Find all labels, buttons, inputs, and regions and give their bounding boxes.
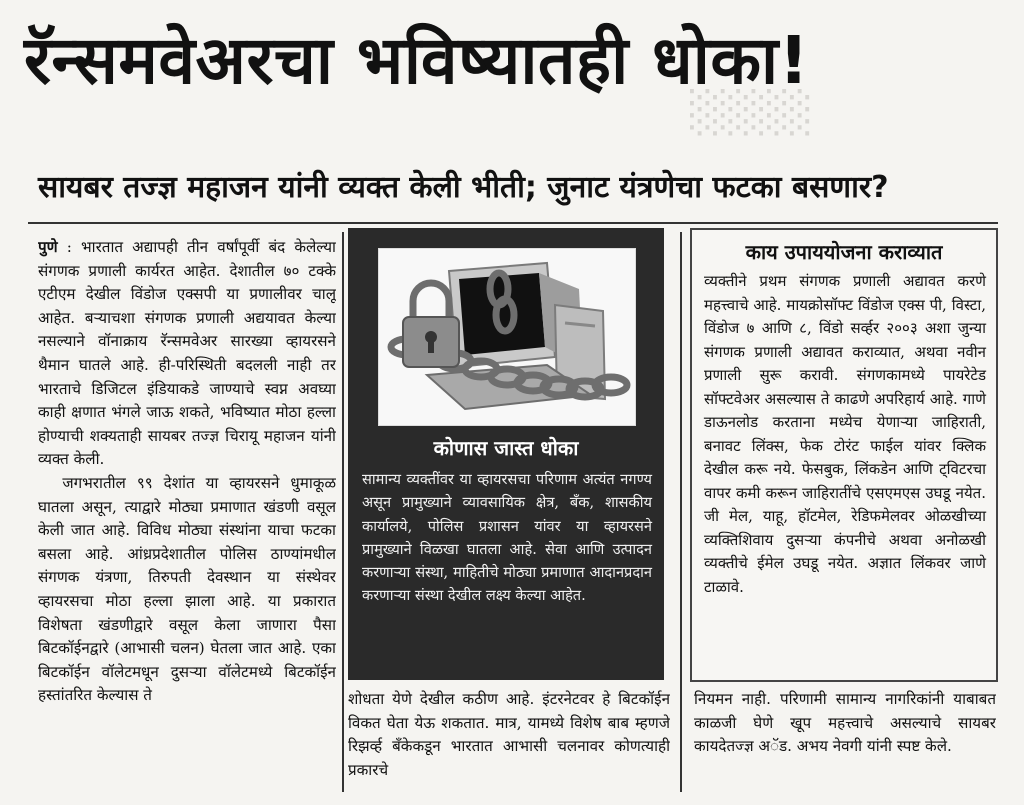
measures-sidebar <box>690 228 998 682</box>
bleed-through-text: ░░░░ <box>690 90 814 136</box>
column-1 <box>38 236 336 791</box>
paragraph-2: जगभरातील ९९ देशांत या व्हायरसने धुमाकूळ घातला असून, त्याद्वारे मोठ्या प्रमाणात खंडणी वसूल केली जात आहे. विविध मोठ्या संस्थांना याचा फटका बसला आहे. आंध्रप्रदेशातील पोलिस ठाण्यांमधील संगणक यंत्रणा, तिरुपती देवस्थान या संस्थेवर व्हायरसचा मोठा हल्ला झाला आहे. या प्रकारात विशेषता खंडणीद्वारे वसूल केला जाणारा पैसा बिटकॉईनद्वारे (आभासी चलन) घेतला जात आहे. एका बिटकॉईन वॉलेटमधून दुसऱ्या वॉलेटमध्ये बिटकॉईन हस्तांतरित केल्यास ते <box>38 473 336 705</box>
paragraph-1 <box>38 236 336 472</box>
column-3-continued: नियमन नाही. परिणामी सामान्य नागरिकांनी याबाबत काळजी घेणे खूप महत्त्वाचे असल्याचे सायबर कायदेतज्ज्ञ अॅड. अभय नेवगी यांनी स्पष्ट केले. <box>694 690 996 756</box>
box-body: सामान्य व्यक्तींवर या व्हायरसचा परिणाम अत्यंत नगण्य असून प्रामुख्याने व्यावसायिक क्षेत्र, बँक, शासकीय कार्यालये, पोलिस प्रशासन यांवर या व्हायरसने प्रामुख्याने विळखा घातला आहे. सेवा आणि उत्पादन करणाऱ्या संस्था, माहितीचे मोठ्या प्रमाणात आदानप्रदान करणाऱ्या संस्था देखील लक्ष्य केल्या आहेत. <box>362 471 652 605</box>
highlight-box <box>348 228 664 680</box>
subheadline: सायबर तज्ज्ञ महाजन यांनी व्यक्त केली भीती; जुनाट यंत्रणेचा फटका बसणार? <box>38 170 889 205</box>
headline: रॅन्समवेअरचा भविष्यातही धोका! <box>24 22 810 99</box>
sidebar-body: व्यक्तीने प्रथम संगणक प्रणाली अद्यावत करणे महत्त्वाचे आहे. मायक्रोसॉफ्ट विंडोज एक्स पी, विस्टा, विंडोज ७ आणि ८, विंडो सर्व्हर २००३ अशा जुन्या संगणक प्रणाली अद्यावत कराव्यात, अथवा नवीन प्रणाली सुरू करावी. संगणकामध्ये पायरेटेड सॉफ्टवेअर असल्यास ते काढणे अपरिहार्य आहे. गाणे डाऊनलोड करताना मध्येच येणाऱ्या जाहिराती, बनावट लिंक्स, फेक टोरंट फाईल यांवर क्लिक देखील करू नये. फेसबुक, लिंकडेन आणि ट्विटरचा वापर कमी करून जाहिरातींचे एसएमएस उघडू नयेत. जी मेल, याहू, हॉटमेल, रेडिफमेलवर ओळखीच्या व्यक्तिशिवाय दुसऱ्या कंपनीचे अथवा अनोळखी व्यक्तीचे ईमेल उघडू नयेत. अज्ञात लिंकवर जाणे टाळावे. <box>704 272 986 596</box>
paragraph-1-text: : भारतात अद्यापही तीन वर्षांपूर्वी बंद केलेल्या संगणक प्रणाली कार्यरत आहेत. देशातील ७० टक्के एटीएम देखील विंडोज एक्सपी या प्रणालीवर चालू आहेत. बऱ्याचशा संगणक प्रणाली अद्ययावत केल्या नसल्याने वॉनाक्राय रॅन्समवेअर सारख्या व्हायरसने थैमान घातले आहे. ही-परिस्थिती बदलली नाही तर भारताचे डिजिटल इंडियाकडे जाण्याचे स्वप्न अवघ्या काही क्षणात भंगले जाऊ शकते, भविष्यात मोठा हल्ला होण्याची शक्यताही सायबर तज्ज्ञ चिरायू महाजन यांनी व्यक्त केली. <box>38 238 336 469</box>
column-divider-1 <box>342 232 344 792</box>
chained-computer-photo <box>378 248 636 426</box>
sidebar-title: काय उपाययोजना कराव्यात <box>745 240 943 264</box>
column-2-continued: शोधता येणे देखील कठीण आहे. इंटरनेटवर हे बिटकॉईन विकत घेता येऊ शकतात. मात्र, यामध्ये विशेष बाब म्हणजे रिझर्व्ह बँकेकडून भारतात आभासी चलनावर कोणत्याही प्रकारचे <box>348 690 670 779</box>
box-title: कोणास जास्त धोका <box>433 436 579 460</box>
column-divider-2 <box>680 232 682 792</box>
dateline: पुणे <box>38 238 58 256</box>
chained-computer-icon <box>379 249 635 425</box>
top-rule <box>28 222 998 224</box>
